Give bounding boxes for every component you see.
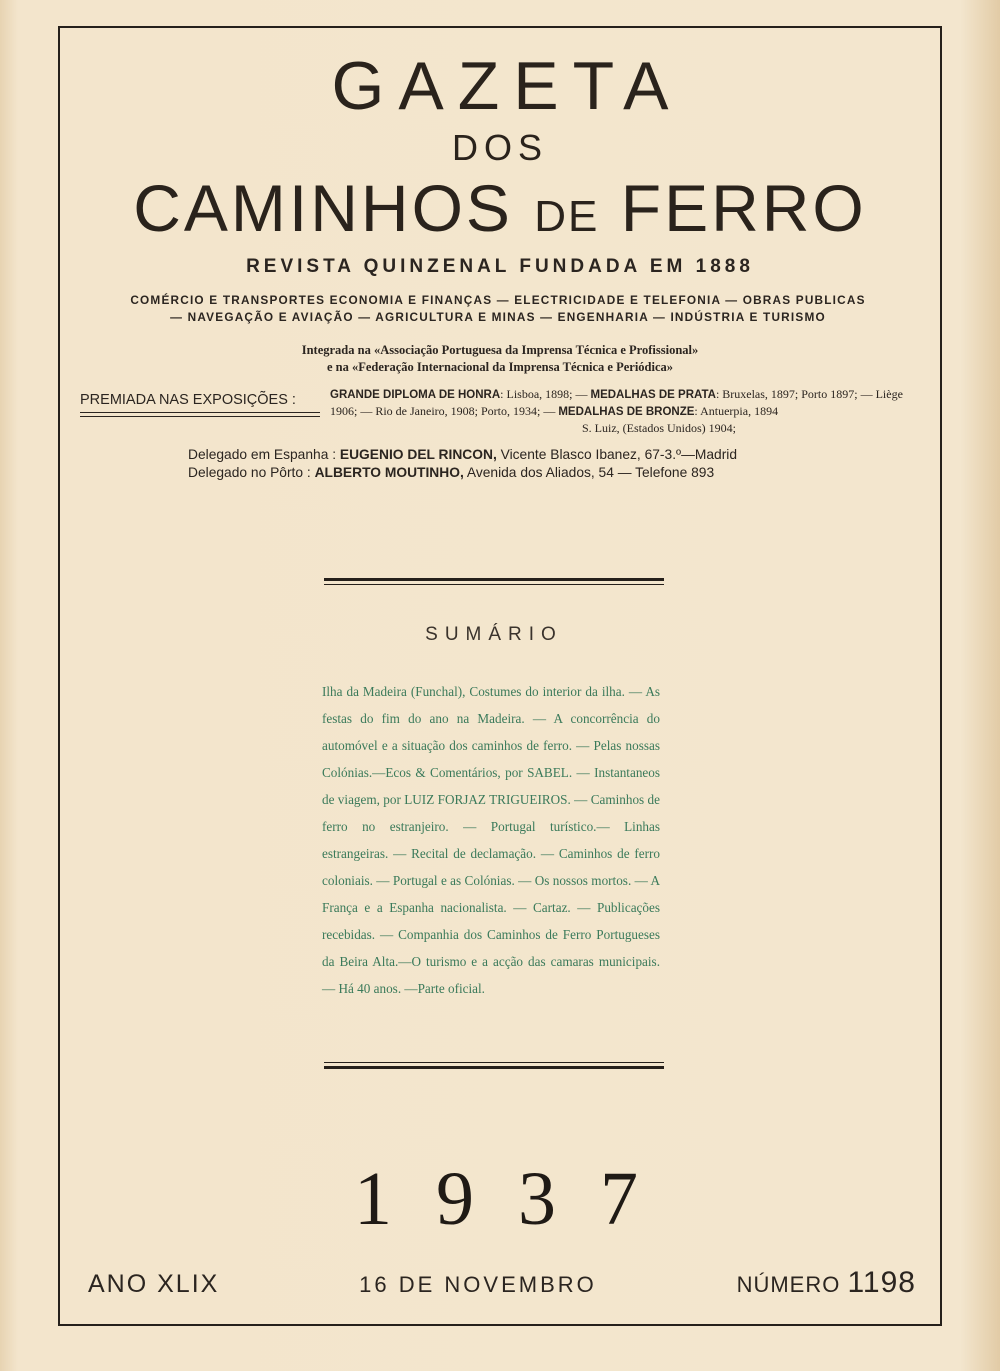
masthead-ferro: FERRO [620,171,867,245]
award-silver-label: MEDALHAS DE PRATA [590,389,716,401]
year: 1937 [354,1157,682,1241]
issue-number-value: 1198 [847,1266,916,1299]
masthead-caminhos: CAMINHOS [133,171,513,245]
delegate-porto-label: Delegado no Pôrto : [188,465,311,480]
masthead-de: DE [534,192,600,241]
issue-year-volume: ANO XLIX [88,1270,220,1298]
affiliation-line-1: Integrada na «Associação Portuguesa da Imprensa Técnica e Profissional» [301,343,699,357]
awards-text [330,386,908,436]
delegate-spain [188,446,828,464]
issue-number-label: NÚMERO [736,1272,841,1297]
summary-text: Ilha da Madeira (Funchal), Costumes do interior da ilha. — As festas do fim do ano na Madeira. — A concorrência do automóvel e a situação dos caminhos de ferro. — Pelas nossas Colónias.—Ecos & Comentários, por SABEL. — Instantaneos de viagem, por LUIZ FORJAZ TRIGUEIROS. — Caminhos de ferro no estranjeiro. — Portugal turístico.— Linhas estrangeiras. — Recital de declamação. — Caminhos de ferro coloniais. — Portugal e as Colónias. — Os nossos mortos. — A França e a Espanha nacionalista. — Cartaz. — Publicações recebidas. — Companhia dos Caminhos de Ferro Portugueses da Beira Alta.—O turismo e a acção das camaras municipais. — Há 40 anos. —Parte oficial. [322,684,660,996]
delegate-spain-name: EUGENIO DEL RINCON, [339,447,497,462]
awards-label: PREMIADA NAS EXPOSIÇÕES : [80,392,296,408]
award-last-line: S. Luiz, (Estados Unidos) 1904; [582,421,736,435]
award-bronze-label: MEDALHAS DE BRONZE [558,406,695,418]
summary-title: SUMÁRIO [425,624,563,645]
award-bronze-text: : Antuerpia, 1894 [694,404,779,418]
issue-number [737,1266,916,1300]
topics-line-2: — NAVEGAÇÃO E AVIAÇÃO — AGRICULTURA E MINAS — ENGENHARIA — INDÚSTRIA E TURISMO [170,310,826,324]
masthead-caminhos-de-ferro [0,168,1000,257]
subtitle: REVISTA QUINZENAL FUNDADA EM 1888 [246,256,754,277]
affiliation-line-2: e na «Federação Internacional da Imprensa Técnica e Periódica» [326,360,674,374]
summary-bottom-rule [324,1062,664,1069]
topics-line-1: COMÉRCIO E TRANSPORTES ECONOMIA E FINANÇAS — ELECTRICIDADE E TELEFONIA — OBRAS PUBLICAS [130,293,866,307]
delegate-porto [188,464,828,482]
awards-label-underline [80,412,320,426]
award-silver-text: : Bruxelas, 1897; Porto 1897; — Liège 1906; — Rio de Janeiro, 1908; Porto, 1934; — [330,387,903,418]
delegate-spain-address: Vicente Blasco Ibanez, 67-3.º—Madrid [500,447,738,462]
delegate-porto-name: ALBERTO MOUTINHO, [314,465,464,480]
delegate-porto-address: Avenida dos Aliados, 54 — Telefone 893 [466,465,715,480]
masthead-dos: DOS [451,127,548,168]
award-grand-text: : Lisboa, 1898; — [500,387,591,401]
delegate-spain-label: Delegado em Espanha : [188,447,337,462]
summary-top-rule [324,578,664,585]
affiliations [200,342,800,376]
issue-date: 16 DE NOVEMBRO [359,1272,597,1297]
masthead-title: GAZETA [331,48,683,124]
delegates [188,446,828,482]
award-grand-label: GRANDE DIPLOMA DE HONRA [330,389,501,401]
issue-info [88,1266,916,1300]
topics-list [108,292,888,326]
